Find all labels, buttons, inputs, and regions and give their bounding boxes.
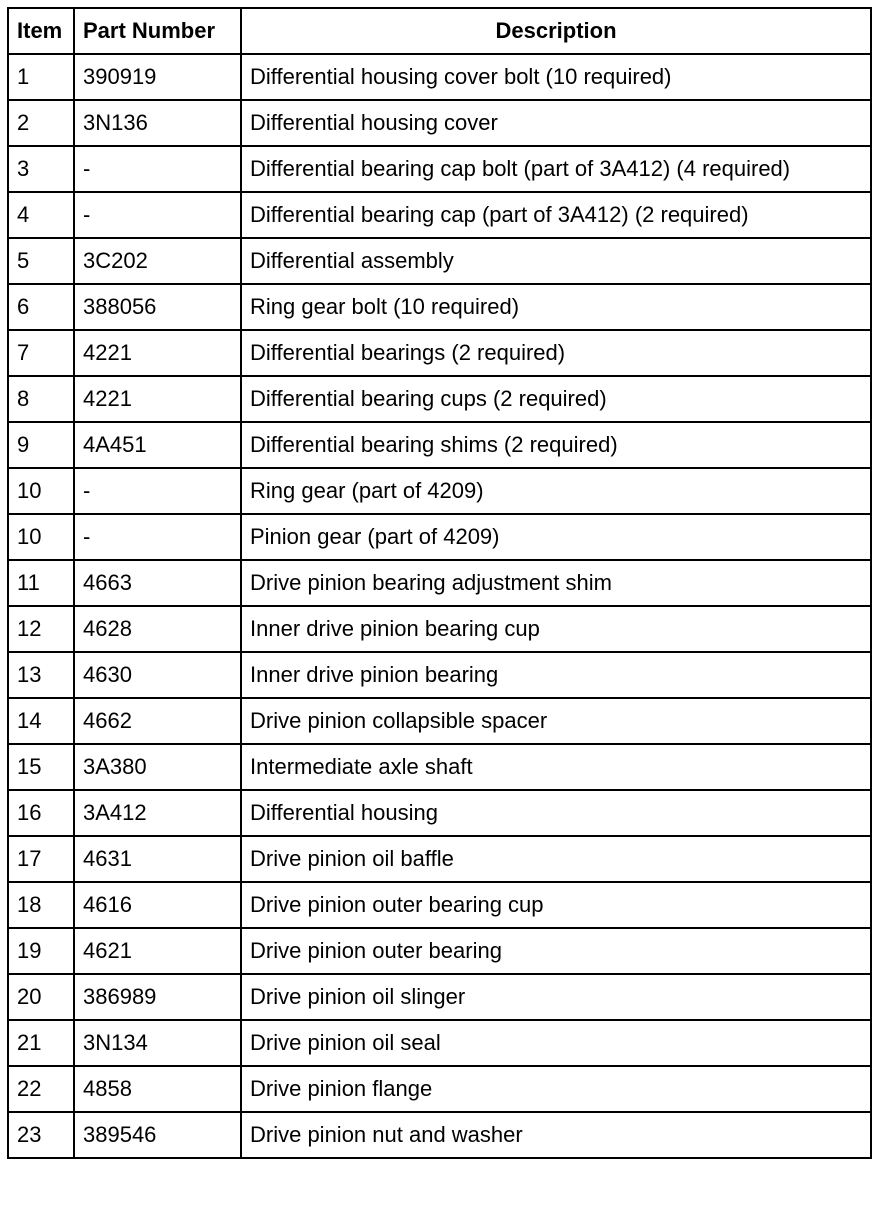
item-cell: 10	[8, 468, 74, 514]
item-cell: 15	[8, 744, 74, 790]
part-number-cell: 3C202	[74, 238, 241, 284]
part-number-cell: 4630	[74, 652, 241, 698]
table-row	[8, 882, 871, 928]
table-row	[8, 744, 871, 790]
part-number-cell: 4663	[74, 560, 241, 606]
part-number-cell: -	[74, 146, 241, 192]
part-number-cell: 386989	[74, 974, 241, 1020]
table-row	[8, 376, 871, 422]
item-cell: 9	[8, 422, 74, 468]
part-number-cell: 3A380	[74, 744, 241, 790]
item-cell: 13	[8, 652, 74, 698]
table-row	[8, 468, 871, 514]
description-cell: Ring gear (part of 4209)	[241, 468, 871, 514]
description-cell: Intermediate axle shaft	[241, 744, 871, 790]
item-cell: 17	[8, 836, 74, 882]
table-row	[8, 284, 871, 330]
description-cell: Differential bearing shims (2 required)	[241, 422, 871, 468]
part-number-cell: 4662	[74, 698, 241, 744]
description-cell: Drive pinion oil seal	[241, 1020, 871, 1066]
table-row	[8, 514, 871, 560]
item-cell: 23	[8, 1112, 74, 1158]
description-cell: Differential housing cover bolt (10 required)	[241, 54, 871, 100]
header-description: Description	[241, 8, 871, 54]
item-cell: 11	[8, 560, 74, 606]
description-cell: Inner drive pinion bearing	[241, 652, 871, 698]
item-cell: 16	[8, 790, 74, 836]
table-row	[8, 790, 871, 836]
item-cell: 4	[8, 192, 74, 238]
part-number-cell: 4A451	[74, 422, 241, 468]
part-number-cell: 389546	[74, 1112, 241, 1158]
table-row	[8, 330, 871, 376]
table-row	[8, 422, 871, 468]
description-cell: Differential assembly	[241, 238, 871, 284]
header-item: Item	[8, 8, 74, 54]
table-row	[8, 192, 871, 238]
item-cell: 8	[8, 376, 74, 422]
table-row	[8, 146, 871, 192]
table-row	[8, 974, 871, 1020]
table-row	[8, 928, 871, 974]
item-cell: 14	[8, 698, 74, 744]
table-row	[8, 1020, 871, 1066]
description-cell: Ring gear bolt (10 required)	[241, 284, 871, 330]
table-row	[8, 836, 871, 882]
table-row	[8, 1066, 871, 1112]
part-number-cell: 4221	[74, 376, 241, 422]
item-cell: 22	[8, 1066, 74, 1112]
header-part-number: Part Number	[74, 8, 241, 54]
part-number-cell: -	[74, 192, 241, 238]
description-cell: Differential housing cover	[241, 100, 871, 146]
part-number-cell: 390919	[74, 54, 241, 100]
table-header	[8, 8, 871, 54]
description-cell: Differential bearing cap (part of 3A412) (2 required)	[241, 192, 871, 238]
part-number-cell: 3N136	[74, 100, 241, 146]
description-cell: Drive pinion collapsible spacer	[241, 698, 871, 744]
description-cell: Drive pinion flange	[241, 1066, 871, 1112]
description-cell: Drive pinion bearing adjustment shim	[241, 560, 871, 606]
table-row	[8, 238, 871, 284]
table-body	[8, 54, 871, 1158]
description-cell: Drive pinion nut and washer	[241, 1112, 871, 1158]
description-cell: Drive pinion outer bearing cup	[241, 882, 871, 928]
description-cell: Pinion gear (part of 4209)	[241, 514, 871, 560]
description-cell: Differential bearing cups (2 required)	[241, 376, 871, 422]
part-number-cell: -	[74, 468, 241, 514]
part-number-cell: 3A412	[74, 790, 241, 836]
part-number-cell: 4616	[74, 882, 241, 928]
item-cell: 18	[8, 882, 74, 928]
item-cell: 7	[8, 330, 74, 376]
part-number-cell: 4221	[74, 330, 241, 376]
part-number-cell: 3N134	[74, 1020, 241, 1066]
description-cell: Drive pinion oil baffle	[241, 836, 871, 882]
item-cell: 6	[8, 284, 74, 330]
item-cell: 5	[8, 238, 74, 284]
description-cell: Differential housing	[241, 790, 871, 836]
item-cell: 3	[8, 146, 74, 192]
table-row	[8, 698, 871, 744]
description-cell: Drive pinion oil slinger	[241, 974, 871, 1020]
description-cell: Drive pinion outer bearing	[241, 928, 871, 974]
parts-table	[7, 7, 872, 1159]
item-cell: 2	[8, 100, 74, 146]
part-number-cell: 388056	[74, 284, 241, 330]
table-row	[8, 560, 871, 606]
item-cell: 10	[8, 514, 74, 560]
part-number-cell: 4621	[74, 928, 241, 974]
item-cell: 19	[8, 928, 74, 974]
part-number-cell: -	[74, 514, 241, 560]
item-cell: 20	[8, 974, 74, 1020]
description-cell: Differential bearings (2 required)	[241, 330, 871, 376]
table-row	[8, 652, 871, 698]
header-row	[8, 8, 871, 54]
table-row	[8, 1112, 871, 1158]
item-cell: 1	[8, 54, 74, 100]
item-cell: 12	[8, 606, 74, 652]
part-number-cell: 4631	[74, 836, 241, 882]
part-number-cell: 4628	[74, 606, 241, 652]
table-row	[8, 54, 871, 100]
item-cell: 21	[8, 1020, 74, 1066]
description-cell: Differential bearing cap bolt (part of 3A412) (4 required)	[241, 146, 871, 192]
table-row	[8, 100, 871, 146]
part-number-cell: 4858	[74, 1066, 241, 1112]
table-row	[8, 606, 871, 652]
description-cell: Inner drive pinion bearing cup	[241, 606, 871, 652]
